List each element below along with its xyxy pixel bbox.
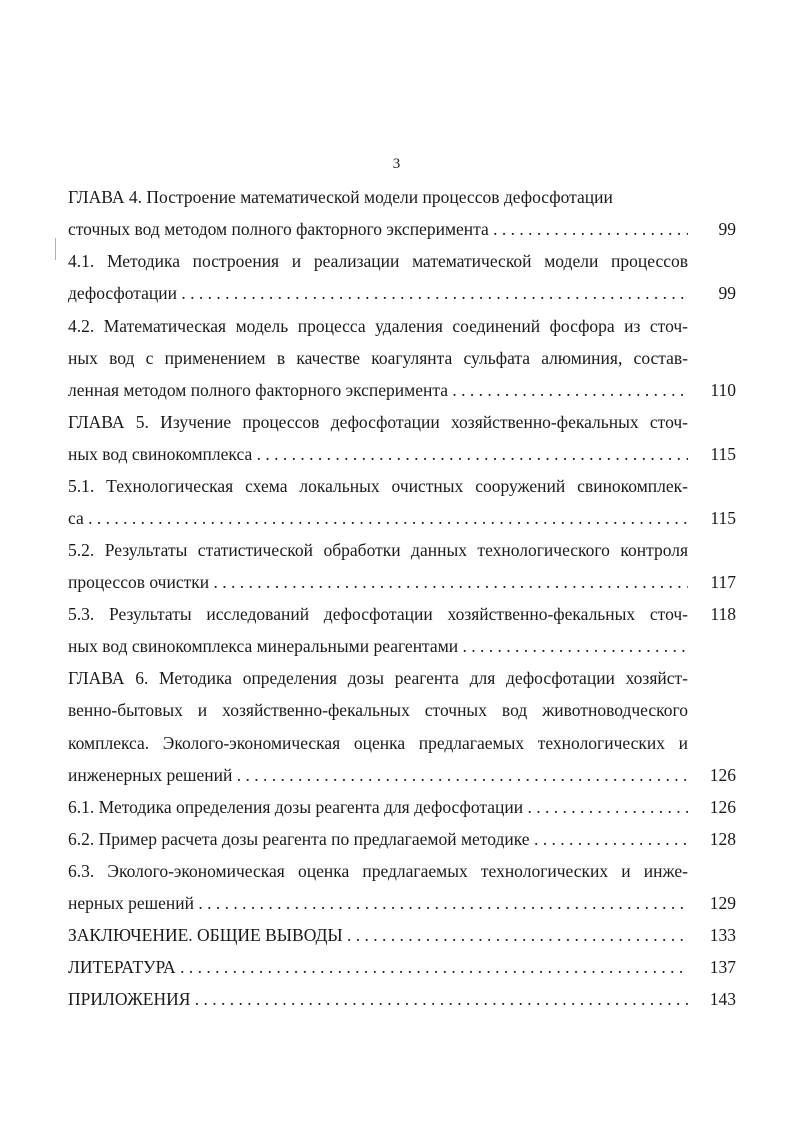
toc-page-number: 118	[710, 604, 736, 624]
toc-line: 4.2. Математическая модель процесса удаления соединений фосфора из сточ-	[68, 316, 688, 336]
toc-line: ЛИТЕРАТУРА . . .	[68, 957, 688, 979]
toc-line: 5.2. Результаты статистической обработки данных технологического контроля	[68, 540, 688, 560]
toc-line: ГЛАВА 5. Изучение процессов дефосфотации хозяйственно-фекальных сточ-	[68, 412, 688, 432]
toc-page-number: 115	[710, 444, 736, 464]
toc-line: венно-бытовых и хозяйственно-фекальных сточных вод животноводческого	[68, 700, 688, 720]
toc-line: дефосфотации . . .	[68, 283, 688, 305]
toc-line: са . . .	[68, 508, 688, 530]
toc-page-number: 137	[709, 957, 736, 977]
toc-line: инженерных решений . . .	[68, 765, 688, 787]
toc-line: ГЛАВА 4. Построение математической модели процессов дефосфотации	[68, 187, 613, 207]
toc-page-number: 128	[709, 829, 736, 849]
toc-page-number: 129	[709, 893, 736, 913]
toc-line: 6.3. Эколого-экономическая оценка предлагаемых технологических и инже-	[68, 861, 688, 881]
toc-page-number: 99	[718, 219, 736, 239]
toc-page-number: 126	[709, 765, 736, 785]
toc-line: комплекса. Эколого-экономическая оценка предлагаемых технологических и	[68, 733, 688, 753]
toc-line: ПРИЛОЖЕНИЯ . . .	[68, 989, 688, 1011]
toc-line: ных вод свинокомплекса минеральными реагентами . . .	[68, 636, 688, 658]
toc-line: ных вод свинокомплекса . . .	[68, 444, 688, 466]
toc-line: нерных решений . . .	[68, 893, 688, 915]
toc-line: 4.1. Методика построения и реализации математической модели процессов	[68, 251, 688, 271]
page-number: 3	[392, 156, 401, 172]
toc-page-number: 110	[710, 380, 736, 400]
toc-page-number: 99	[718, 283, 736, 303]
toc-page-number: 133	[709, 925, 736, 945]
toc-page-number: 117	[710, 572, 736, 592]
toc-line: 6.2. Пример расчета дозы реагента по предлагаемой методике . . .	[68, 829, 688, 851]
toc-line: ЗАКЛЮЧЕНИЕ. ОБЩИЕ ВЫВОДЫ . . .	[68, 925, 688, 947]
toc-line: процессов очистки . . .	[68, 572, 688, 594]
toc-line: сточных вод методом полного факторного эксперимента . . .	[68, 219, 688, 241]
toc-line: ленная методом полного факторного эксперимента . . .	[68, 380, 688, 402]
toc-page-number: 115	[710, 508, 736, 528]
toc-page-number: 126	[709, 797, 736, 817]
toc-line: 5.1. Технологическая схема локальных очистных сооружений свинокомплек-	[68, 476, 688, 496]
toc-page-number: 143	[709, 989, 736, 1009]
toc-line: ГЛАВА 6. Методика определения дозы реагента для дефосфотации хозяйст-	[68, 668, 688, 688]
toc-line: ных вод с применением в качестве коагулянта сульфата алюминия, состав-	[68, 348, 688, 368]
toc-line: 5.3. Результаты исследований дефосфотации хозяйственно-фекальных сточ-	[68, 604, 688, 624]
toc-line: 6.1. Методика определения дозы реагента для дефосфотации . . .	[68, 797, 688, 819]
